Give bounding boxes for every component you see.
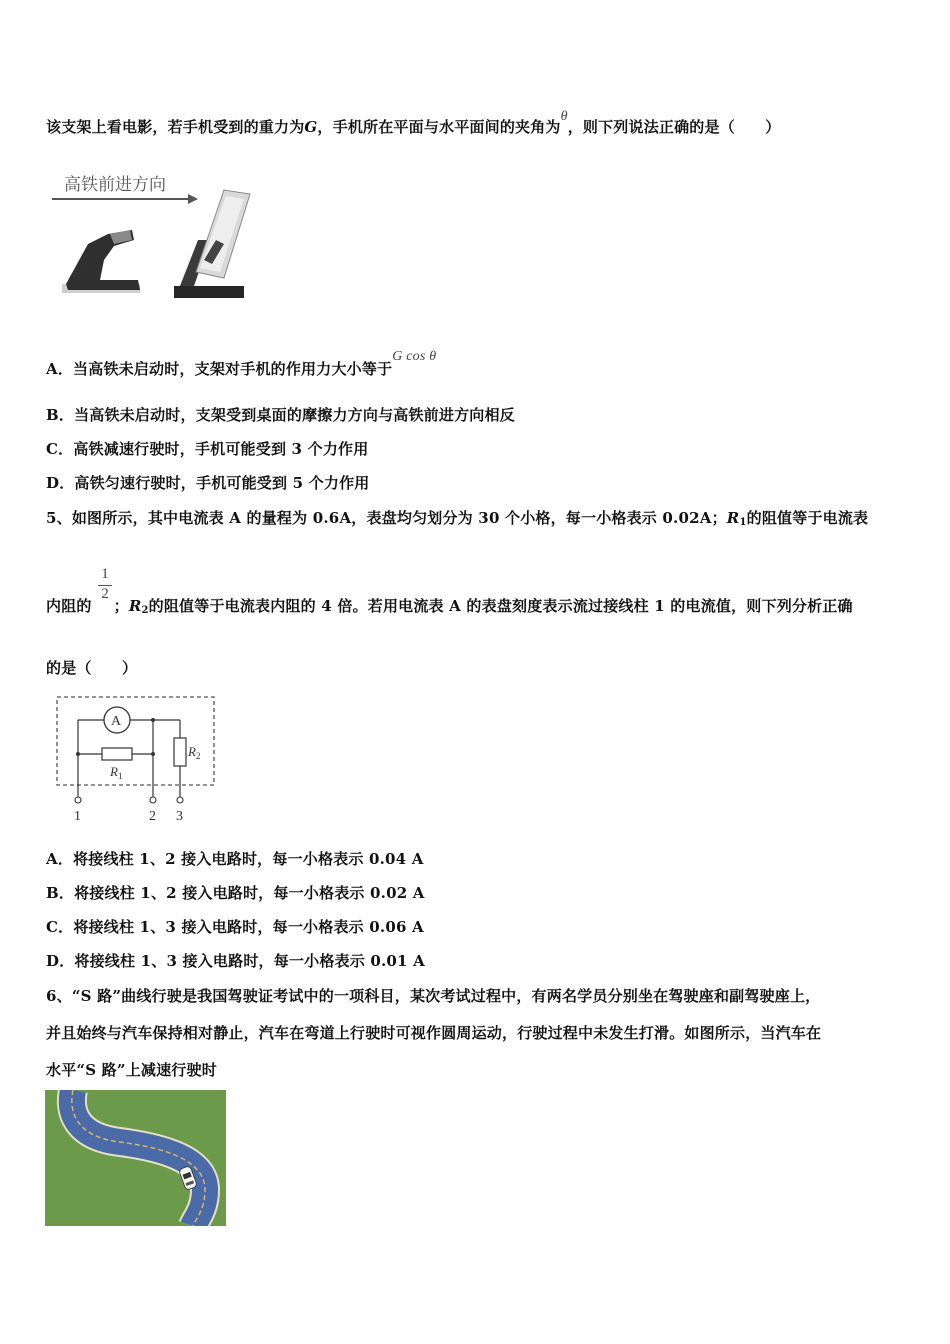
q4-stem <box>46 109 781 137</box>
q5-stem-text-2: 的阻值等于电流表 <box>746 509 869 527</box>
terminal-1-icon <box>75 797 81 803</box>
q4-option-c: C．高铁减速行驶时，手机可能受到 3 个力作用 <box>46 440 369 458</box>
q5-r1-subscript: 1 <box>739 517 747 528</box>
circuit-diagram <box>50 690 225 825</box>
q4-stem-text: 该支架上看电影，若手机受到的重力为 <box>46 118 305 136</box>
terminal-1-label: 1 <box>74 809 81 824</box>
fraction-numerator: 1 <box>101 566 109 582</box>
q5-option-b: B．将接线柱 1、2 接入电路时，每一小格表示 0.02 A <box>46 884 425 902</box>
q5-stem-line3: 的是（ ） <box>46 659 138 677</box>
q4-stem-text-2: ，手机所在平面与水平面间的夹角为 <box>317 118 561 136</box>
left-stand-clip <box>110 230 132 244</box>
q5-option-a: A．将接线柱 1、2 接入电路时，每一小格表示 0.04 A <box>46 850 424 868</box>
q5-r1-symbol: R <box>726 509 740 527</box>
q6-stem-line3: 水平“S 路”上减速行驶时 <box>46 1061 217 1079</box>
q5-separator: ； <box>113 597 129 615</box>
right-stand-base <box>174 286 244 298</box>
q6-stem-line2: 并且始终与汽车保持相对静止，汽车在弯道上行驶时可视作圆周运动，行驶过程中未发生打滑。如图所示，当汽车在 <box>46 1024 822 1042</box>
q5-stem-text: 5、如图所示，其中电流表 A 的量程为 0.6A，表盘均匀划分为 30 个小格，每一小格表示 0.02A； <box>46 509 727 527</box>
s-road-figure <box>45 1090 226 1226</box>
q5-option-d: D．将接线柱 1、3 接入电路时，每一小格表示 0.01 A <box>46 952 425 970</box>
ammeter-label: A <box>111 714 122 729</box>
phone-holder-figure <box>48 168 268 308</box>
q5-stem-text-3: 内阻的 <box>46 597 92 615</box>
q4-stem-end: ，则下列说法正确的是（ ） <box>567 118 781 136</box>
q4-option-a-text: A．当高铁未启动时，支架对手机的作用力大小等于 <box>46 360 393 378</box>
angle-label: θ <box>74 268 82 284</box>
q5-stem-line2 <box>46 595 853 616</box>
q5-r2-subscript: 2 <box>141 605 149 616</box>
q4-option-a-math: G cos θ <box>392 349 437 364</box>
fraction-denominator: 2 <box>98 585 112 603</box>
q5-option-c: C．将接线柱 1、3 接入电路时，每一小格表示 0.06 A <box>46 918 424 936</box>
q4-option-d: D．高铁匀速行驶时，手机可能受到 5 个力作用 <box>46 474 370 492</box>
q5-r2-symbol: R <box>128 597 142 615</box>
resistor-r1 <box>102 748 132 760</box>
terminal-2-label: 2 <box>149 809 156 824</box>
terminal-3-icon <box>177 797 183 803</box>
dashed-box <box>57 697 214 785</box>
q6-stem-line1: 6、“S 路”曲线行驶是我国驾驶证考试中的一项科目，某次考试过程中，有两名学员分别坐在驾驶座和副驾驶座上， <box>46 987 821 1005</box>
q4-option-a <box>46 349 437 379</box>
q4-gravity-symbol: G <box>304 118 318 136</box>
direction-arrow-head <box>188 194 198 204</box>
q5-stem-text-4: 的阻值等于电流表内阻的 4 倍。若用电流表 A 的表盘刻度表示流过接线柱 1 的电流值，则下列分析正确 <box>148 597 853 615</box>
resistor-r2 <box>174 738 186 766</box>
r1-label: $R_1$ <box>110 764 123 781</box>
q4-option-b: B．当高铁未启动时，支架受到桌面的摩擦力方向与高铁前进方向相反 <box>46 406 515 424</box>
terminal-2-icon <box>150 797 156 803</box>
r2-label: $R_2$ <box>188 744 201 761</box>
terminal-3-label: 3 <box>176 809 183 824</box>
arrow-label: 高铁前进方向 <box>64 175 166 195</box>
q5-stem-line1 <box>46 507 868 528</box>
q4-theta-symbol: θ <box>560 109 568 124</box>
